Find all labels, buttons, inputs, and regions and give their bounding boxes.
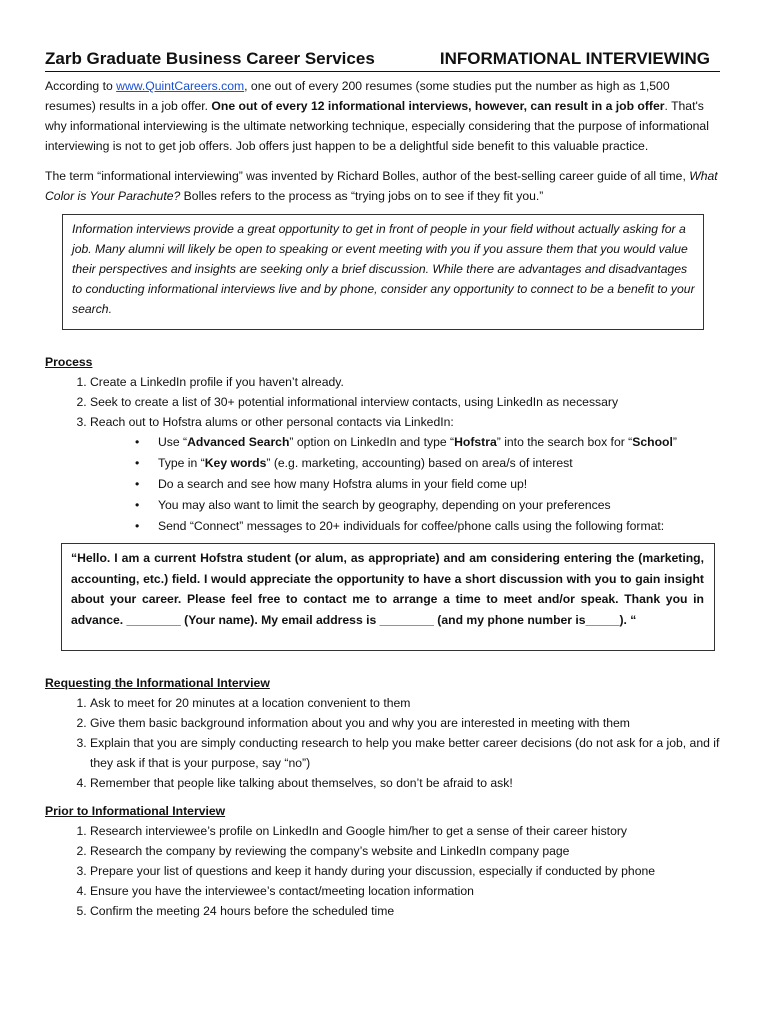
sub-list-item — [135, 453, 720, 474]
requesting-step: 2. Give them basic background information about you and why you are interested in meeting with them — [90, 713, 720, 733]
callout-text: Information interviews provide a great opportunity to get in front of people in your field without actually asking for a job. Many alumni will likely be open to speaking or event meeting with you if you assure them that you would value their perspectives and insights are seeking only a brief discussion. While there are advantages and disadvantages to conducting informational interviews live and by phone, consider any opportunity to connect to be a benefit to your search. — [72, 222, 695, 316]
sub-text: ” option on LinkedIn and type “ — [289, 435, 455, 449]
process-step: 1. Create a LinkedIn profile if you haven’t already. — [90, 372, 720, 392]
prior-step: 5. Confirm the meeting 24 hours before the scheduled time — [90, 901, 720, 921]
bullet-icon: • — [135, 477, 140, 491]
sub-text: ” into the search box for “ — [496, 435, 633, 449]
sub-list-item — [135, 516, 720, 537]
document-header — [45, 48, 720, 72]
prior-step: 3. Prepare your list of questions and keep it handy during your discussion, especially if conducted by phone — [90, 861, 720, 881]
message-template-box — [61, 543, 715, 651]
intro-text: According to — [45, 79, 117, 93]
message-template-text: “Hello. I am a current Hofstra student (or alum, as appropriate) and am considering entering the (marketing, accounting, etc.) field. I would appreciate the opportunity to have a short discussion with you to gain insight about your career. Please feel free to contact me to arrange a time to meet and/or speak. Thank you in advance. ________ (Your name). My email address is ________ (and my phone number is_____). “ — [71, 551, 704, 627]
prior-step: 4. Ensure you have the interviewee’s contact/meeting location information — [90, 881, 720, 901]
requesting-step: 4. Remember that people like talking about themselves, so don’t be afraid to ask! — [90, 773, 720, 793]
intro-text: The term “informational interviewing” was invented by Richard Bolles, author of the best-selling career guide of all time, — [45, 169, 690, 183]
sub-text: ” — [672, 435, 677, 449]
sub-bold: Advanced Search — [187, 435, 290, 449]
prior-list — [45, 821, 720, 921]
process-section — [45, 352, 720, 537]
intro-paragraph-2 — [45, 166, 720, 206]
organization-title: Zarb Graduate Business Career Services — [45, 49, 375, 68]
process-heading: Process — [45, 355, 93, 369]
sub-text: You may also want to limit the search by geography, depending on your preferences — [158, 498, 611, 512]
prior-section — [45, 801, 720, 921]
requesting-step: 3. Explain that you are simply conducting research to help you make better career decisions (do not ask for a job, and if they ask if that is your purpose, say “no”) — [90, 733, 720, 773]
intro-bold-text: One out of every 12 informational interviews, however, can result in a job offer — [211, 99, 665, 113]
sub-text: Type in “ — [158, 456, 205, 470]
book-title: What Color is Your Parachute? — [45, 169, 718, 203]
sub-bold: School — [632, 435, 673, 449]
bullet-icon: • — [135, 435, 140, 449]
process-step-text: Reach out to Hofstra alums or other personal contacts via LinkedIn: — [90, 415, 454, 429]
sub-text: ” (e.g. marketing, accounting) based on area/s of interest — [266, 456, 573, 470]
sub-text: Do a search and see how many Hofstra alums in your field come up! — [158, 477, 528, 491]
intro-text: Bolles refers to the process as “trying jobs on to see if they fit you.” — [180, 189, 544, 203]
requesting-step: 1. Ask to meet for 20 minutes at a location convenient to them — [90, 693, 720, 713]
process-list — [45, 372, 720, 537]
intro-text: . That's why informational interviewing is the ultimate networking technique, especially considering that the purpose of informational interviewing is not to get job offers. Job offers just happen to be a delightful side benefit to this valuable practice. — [45, 99, 709, 153]
intro-text: , one out of every 200 resumes (some studies put the number as high as 1,500 resumes) results in a job offer. — [45, 79, 670, 113]
bullet-icon: • — [135, 519, 140, 533]
bullet-icon: • — [135, 456, 140, 470]
requesting-list — [45, 693, 720, 793]
sub-text: Send “Connect” messages to 20+ individuals for coffee/phone calls using the following format: — [158, 519, 665, 533]
intro-paragraph-1 — [45, 76, 720, 156]
prior-step: 1. Research interviewee’s profile on LinkedIn and Google him/her to get a sense of their career history — [90, 821, 720, 841]
prior-step: 2. Research the company by reviewing the company’s website and LinkedIn company page — [90, 841, 720, 861]
sub-bold: Key words — [204, 456, 267, 470]
sub-list-item — [135, 474, 720, 495]
quintcareers-link[interactable]: www.QuintCareers.com — [116, 79, 245, 93]
sub-text: Use “ — [158, 435, 188, 449]
document-title: INFORMATIONAL INTERVIEWING — [439, 49, 710, 68]
sub-list-item — [135, 432, 720, 453]
process-sub-list — [90, 432, 720, 537]
bullet-icon: • — [135, 498, 140, 512]
process-step — [90, 412, 720, 537]
prior-heading: Prior to Informational Interview — [45, 804, 226, 818]
sub-bold: Hofstra — [454, 435, 497, 449]
requesting-section — [45, 673, 720, 793]
process-step: 2. Seek to create a list of 30+ potential informational interview contacts, using LinkedIn as necessary — [90, 392, 720, 412]
document-page — [45, 48, 720, 921]
callout-box — [62, 214, 704, 330]
requesting-heading: Requesting the Informational Interview — [45, 676, 270, 690]
sub-list-item — [135, 495, 720, 516]
